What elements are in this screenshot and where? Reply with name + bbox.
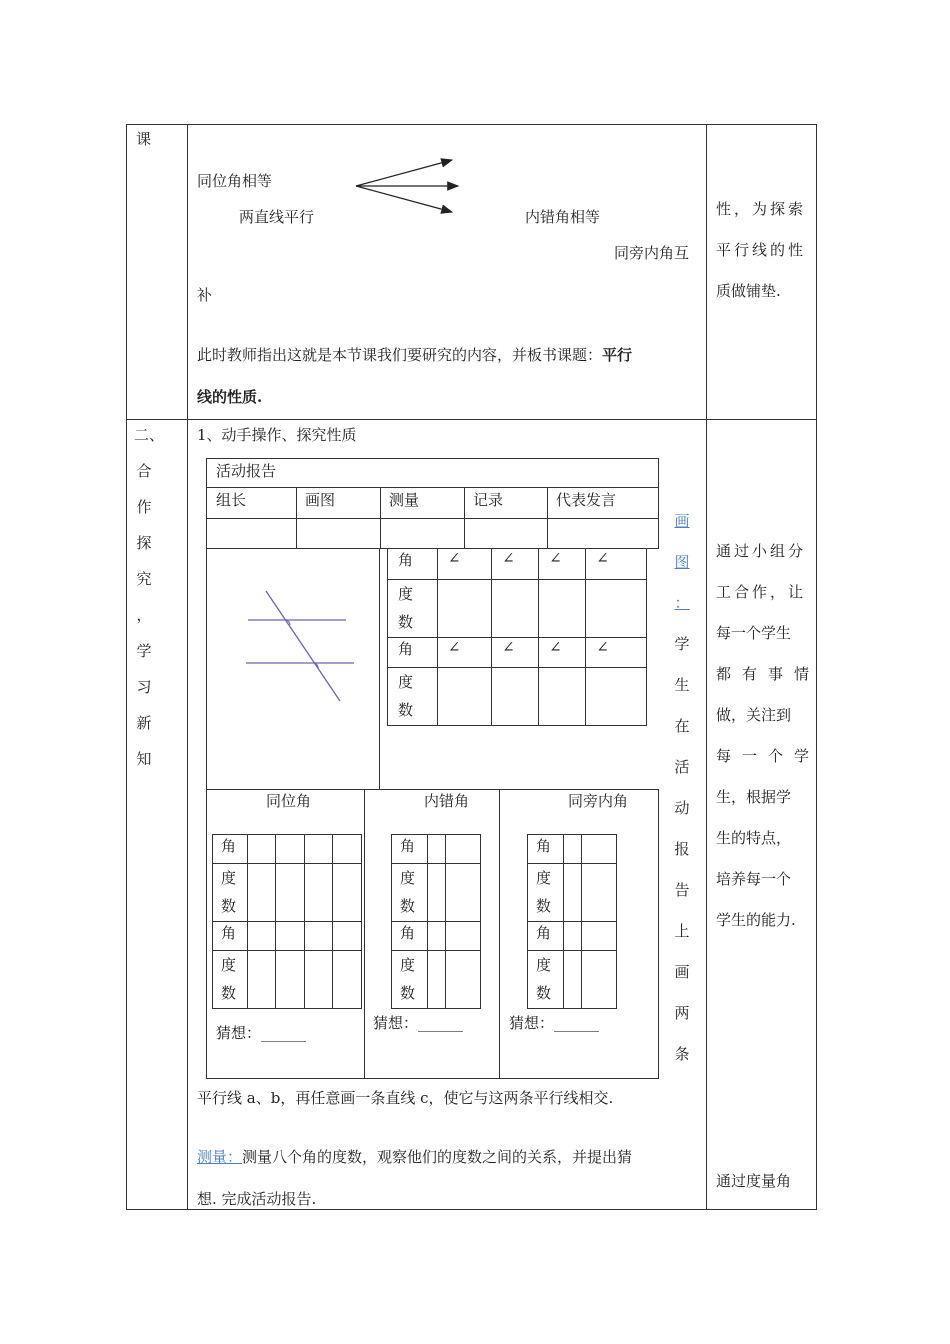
angle-cell [427,922,446,951]
angle-table-upper [387,548,647,726]
degree-label-char: 度 [536,956,552,974]
angle-label: 角 [528,922,564,951]
guess-blank: ______ [554,1014,600,1032]
alternate-interior-text: 内错角相等 [525,208,601,226]
two-lines-parallel-text: 两直线平行 [239,208,315,226]
corresponding-angle-table [212,834,362,1009]
degree-label-char: 度 [400,956,416,974]
lower-col-1 [364,789,365,1079]
degree-label [392,951,428,1009]
section-label-char: 探 [136,534,152,552]
side-text-char: 两 [674,1004,690,1022]
angle-cell [563,835,582,864]
angle-symbol: ∠ [586,638,647,668]
report-bottom [206,1078,659,1079]
degree-label-char: 数 [536,984,552,1002]
section-label-char: 学 [136,642,152,660]
report-col-3 [464,487,465,549]
section-label-char: 习 [136,678,152,696]
degree-label-char: 数 [400,897,416,915]
angle-symbol: ∠ [437,549,491,580]
activity-heading: 1、动手操作、探究性质 [197,426,357,444]
degree-cell [276,951,305,1009]
section-label-char: 新 [136,714,152,732]
angle-cell [563,922,582,951]
degree-cell [563,864,582,922]
report-row-line-1 [206,487,659,488]
angle-label: 角 [388,549,438,580]
row2-right-line: 生，根据学 [716,788,792,806]
alternate-angle-table [391,834,481,1009]
angle-cell [333,835,362,864]
row-divider [126,419,817,420]
row2-right-line: 工合作，让 [716,583,807,601]
degree-label [213,951,248,1009]
side-text-char: 报 [674,840,690,858]
degree-label-char: 数 [398,613,414,631]
section-label-char: 合 [136,462,152,480]
guess-blank: ______ [418,1014,464,1032]
angle-symbol: ∠ [586,549,647,580]
column-divider-2 [706,124,707,1210]
angle-symbol: ∠ [492,549,539,580]
lesson-title-part-1: 平行 [602,346,633,364]
angle-cell [276,835,305,864]
report-header-record: 记录 [473,491,504,509]
degree-cell [247,864,276,922]
angle-cell [247,835,276,864]
angle-label: 角 [213,835,248,864]
guess-label: 猜想： [216,1024,262,1042]
report-col-4 [547,487,548,549]
angle-label: 角 [528,835,564,864]
angle-cell [276,922,305,951]
row1-right-line-3: 质做铺垫. [716,282,781,300]
section-title-alternate: 内错角 [424,792,470,810]
degree-cell [582,864,617,922]
measure-link[interactable]: 测量： [197,1148,243,1166]
guess-co-interior [509,1012,599,1033]
degree-label-char: 数 [398,701,414,719]
report-right-upper [658,458,659,549]
degree-cell [492,668,539,726]
degree-cell [304,864,333,922]
angle-symbol: ∠ [492,638,539,668]
angle-cell [446,922,481,951]
measure-text: 测量八个角的度数，观察他们的度数之间的关系，并提出猜 [242,1148,633,1166]
degree-label-char: 数 [221,984,237,1002]
degree-label-char: 数 [536,897,552,915]
degree-label-char: 数 [400,984,416,1002]
section-title-co-interior: 同旁内角 [568,792,629,810]
degree-label-char: 度 [536,869,552,887]
report-header-speaker: 代表发言 [556,491,617,509]
guess-alternate [373,1012,463,1033]
report-row-line-2 [206,518,659,519]
degree-label-char: 度 [398,585,414,603]
teacher-intro-line-1 [197,344,632,365]
outer-bottom-border [126,1209,817,1210]
side-text-char: 学 [674,635,690,653]
angle-label: 角 [388,638,438,668]
degree-label [213,864,248,922]
degree-cell [586,580,647,638]
degree-cell [247,951,276,1009]
parallel-lines-figure [240,585,360,705]
section-title-corresponding: 同位角 [266,792,312,810]
degree-cell [304,951,333,1009]
column-divider-1 [187,124,188,1210]
degree-cell [492,580,539,638]
angle-cell [304,922,333,951]
degree-label [528,864,564,922]
row2-right-line: 通过小组分 [716,542,807,560]
degree-label [528,951,564,1009]
degree-cell [563,951,582,1009]
side-text-char: 告 [674,881,690,899]
degree-cell [446,864,481,922]
angle-cell [247,922,276,951]
degree-cell [539,668,586,726]
lower-col-2 [499,789,500,1079]
side-text-char: 画 [674,963,690,981]
section-label-char: 知 [136,750,152,768]
degree-cell [586,668,647,726]
side-text-char: 上 [674,922,690,940]
teacher-intro-text: 此时教师指出这就是本节课我们要研究的内容，并板书课题： [197,346,603,364]
angle-cell [582,835,617,864]
degree-cell [333,864,362,922]
row1-right-line-1: 性，为探索 [716,200,807,218]
guess-label: 猜想： [509,1014,555,1032]
section-label-char: ， [136,606,152,624]
degree-cell [333,951,362,1009]
degree-cell [582,951,617,1009]
section-label-char: 二、 [134,426,165,444]
degree-cell [437,668,491,726]
degree-cell [437,580,491,638]
draw-link-char[interactable]: 画 [674,512,690,530]
degree-label [388,580,438,638]
angle-symbol: ∠ [539,549,586,580]
angle-cell [427,835,446,864]
degree-label-char: 度 [221,869,237,887]
guess-blank: ______ [261,1024,307,1042]
angle-cell [304,835,333,864]
instruction-continuation: 平行线 a、b，再任意画一条直线 c，使它与这两条平行线相交. [197,1089,614,1107]
degree-label-char: 数 [221,897,237,915]
report-header-draw: 画图 [305,491,336,509]
side-text-char: 在 [674,717,690,735]
side-text-char: 动 [674,799,690,817]
row2-right-line: 每一个学 [716,747,821,765]
row1-right-line-2: 平行线的性 [716,241,807,259]
co-interior-text-1: 同旁内角互 [614,244,690,262]
report-header-leader: 组长 [216,491,247,509]
section-label-char: 究 [136,570,152,588]
degree-label-char: 度 [221,956,237,974]
report-col-2 [380,487,381,549]
three-arrows-diagram [350,152,470,222]
degree-label [392,864,428,922]
report-top [206,458,659,459]
degree-label-char: 度 [398,673,414,691]
report-right-lower [658,789,659,1079]
draw-link-char[interactable]: ： [674,594,690,612]
report-left [206,458,207,1079]
same-position-angles-text: 同位角相等 [197,172,273,190]
row2-right-line: 学生的能力. [716,911,796,929]
row1-left-label: 课 [136,130,152,148]
row2-right-line: 每一个学生 [716,624,792,642]
degree-cell [276,864,305,922]
angle-symbol: ∠ [539,638,586,668]
side-text-char: 生 [674,676,690,694]
degree-label [388,668,438,726]
degree-cell [446,951,481,1009]
section-label-char: 作 [136,498,152,516]
guess-corresponding [216,1022,306,1043]
co-interior-angle-table [527,834,617,1009]
degree-label-char: 度 [400,869,416,887]
row2-right-line: 生的特点， [716,829,792,847]
row2-right-line: 做，关注到 [716,706,792,724]
angle-symbol: ∠ [437,638,491,668]
measure-text-2: 想. 完成活动报告. [197,1190,317,1208]
lesson-title-part-2: 线的性质. [197,388,263,406]
figure-divider [379,548,380,789]
side-text-char: 条 [674,1045,690,1063]
angle-label: 角 [392,922,428,951]
outer-left-border [126,124,127,1210]
draw-link-char[interactable]: 图 [674,553,690,571]
row2-right-line: 通过度量角 [716,1172,792,1190]
angle-label: 角 [392,835,428,864]
side-text-char: 活 [674,758,690,776]
angle-cell [446,835,481,864]
measure-paragraph [197,1146,632,1167]
degree-cell [539,580,586,638]
co-interior-text-2: 补 [197,286,213,304]
angle-cell [582,922,617,951]
report-header-measure: 测量 [389,491,420,509]
degree-cell [427,864,446,922]
degree-cell [427,951,446,1009]
angle-cell [333,922,362,951]
guess-label: 猜想： [373,1014,419,1032]
angle-label: 角 [213,922,248,951]
row2-right-line: 培养每一个 [716,870,792,888]
outer-top-border [126,124,817,125]
row2-right-line: 都有事情 [716,665,821,683]
report-col-1 [296,487,297,549]
report-title: 活动报告 [216,462,277,480]
